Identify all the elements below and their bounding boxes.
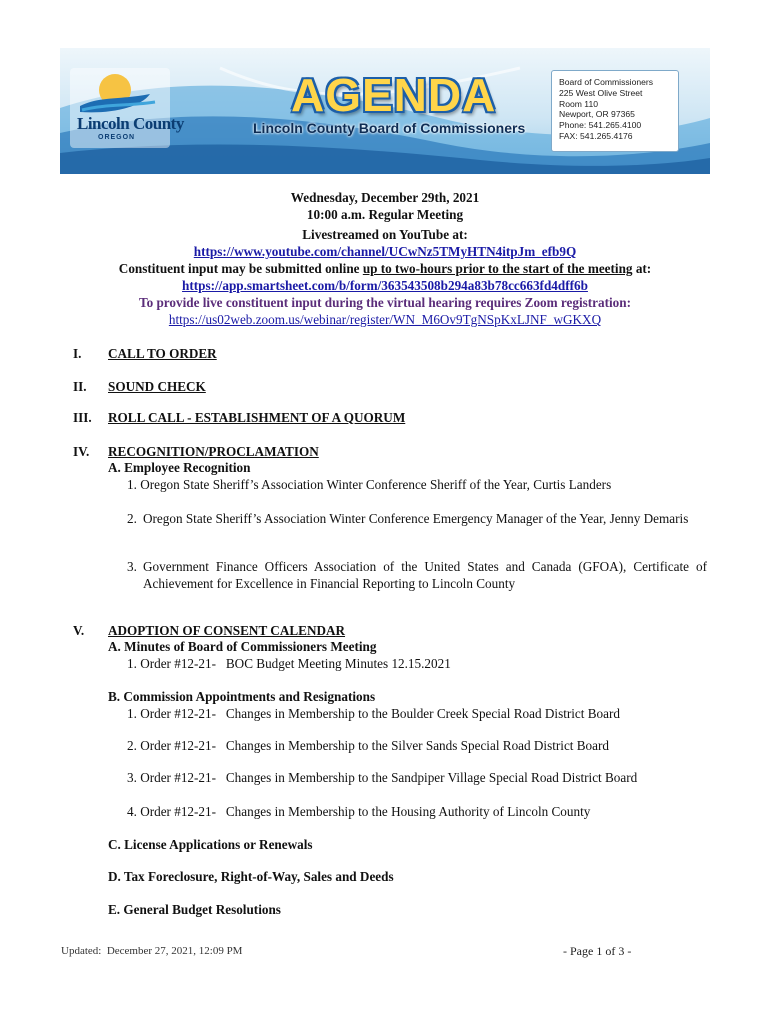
item-text: Order #12-21- Changes in Membership to the Housing Authority of Lincoln County xyxy=(140,804,591,819)
address-line: Phone: 541.265.4100 xyxy=(559,120,642,131)
agenda-title: AGENDA xyxy=(291,69,497,121)
address-box xyxy=(551,70,679,152)
section-consent-calendar: ADOPTION OF CONSENT CALENDAR xyxy=(108,623,346,638)
list-item xyxy=(127,804,590,820)
item-number: 2. xyxy=(127,738,137,753)
page-number: - Page 1 of 3 - xyxy=(563,944,632,958)
address-line: Newport, OR 97365 xyxy=(559,109,635,120)
item-text: Government Finance Officers Association of the United States and Canada (GFOA), Certificate of Achievement for Excellence in Financial Reporting to Lincoln County xyxy=(143,559,707,591)
section-sound-check: SOUND CHECK xyxy=(108,379,206,394)
item-text: Oregon State Sheriff’s Association Winter Conference Sheriff of the Year, Curtis Landers xyxy=(140,477,612,492)
subsection-licenses: C. License Applications or Renewals xyxy=(108,837,313,852)
subsection-minutes: A. Minutes of Board of Commissioners Meeting xyxy=(108,639,377,654)
item-text: Oregon State Sheriff’s Association Winter Conference Emergency Manager of the Year, Jenny Demaris xyxy=(143,511,689,526)
input-deadline: up to two-hours prior to the start of the meeting xyxy=(362,261,633,276)
section-roll-call: ROLL CALL - ESTABLISHMENT OF A QUORUM xyxy=(108,410,406,425)
section-call-to-order: CALL TO ORDER xyxy=(108,346,217,361)
zoom-notice: To provide live constituent input during the virtual hearing requires Zoom registration: xyxy=(139,295,631,310)
constituent-input-notice xyxy=(0,261,770,277)
list-item xyxy=(127,706,620,722)
board-name: Lincoln County Board of Commissioners xyxy=(253,120,526,136)
meeting-date: Wednesday, December 29th, 2021 xyxy=(290,190,480,205)
item-number: 1. xyxy=(127,477,137,492)
item-text: Order #12-21- Changes in Membership to the Sandpiper Village Special Road District Board xyxy=(140,770,638,785)
list-item xyxy=(127,558,707,592)
list-item xyxy=(127,510,707,527)
address-line: Room 110 xyxy=(559,98,599,109)
address-line: Board of Commissioners xyxy=(559,77,654,87)
item-number: 4. xyxy=(127,804,137,819)
smartsheet-link[interactable]: https://app.smartsheet.com/b/form/363543508b294a83b78cc663fd4dff6b xyxy=(182,278,588,293)
county-logo-state: OREGON xyxy=(98,134,136,141)
item-number: 1. xyxy=(127,656,137,671)
list-item xyxy=(127,770,637,786)
list-item xyxy=(127,656,451,672)
section-number: I. xyxy=(73,346,82,361)
meeting-time: 10:00 a.m. Regular Meeting xyxy=(306,207,464,222)
section-number: II. xyxy=(73,379,87,394)
input-prefix: Constituent input may be submitted online xyxy=(118,261,363,276)
address-line: 225 West Olive Street xyxy=(559,87,643,98)
address-line: FAX: 541.265.4176 xyxy=(559,130,633,141)
item-text: Order #12-21- Changes in Membership to the Silver Sands Special Road District Board xyxy=(140,738,609,753)
section-number: V. xyxy=(73,623,85,638)
subsection-budget-resolutions: E. General Budget Resolutions xyxy=(108,902,281,917)
list-item xyxy=(127,738,609,754)
item-text: Order #12-21- BOC Budget Meeting Minutes 12.15.2021 xyxy=(140,656,451,671)
section-number: III. xyxy=(73,410,92,425)
item-text: Order #12-21- Changes in Membership to the Boulder Creek Special Road District Board xyxy=(140,706,620,721)
item-number: 1. xyxy=(127,706,137,721)
updated-timestamp: Updated: December 27, 2021, 12:09 PM xyxy=(61,945,243,957)
item-number: 2. xyxy=(127,511,137,526)
item-number: 3. xyxy=(127,559,137,574)
list-item xyxy=(127,477,611,493)
subsection-tax-foreclosure: D. Tax Foreclosure, Right-of-Way, Sales and Deeds xyxy=(108,869,394,884)
input-suffix: at: xyxy=(632,261,652,276)
subsection-employee-recognition: A. Employee Recognition xyxy=(108,460,251,475)
item-number: 3. xyxy=(127,770,137,785)
agenda-banner xyxy=(60,48,710,174)
subsection-appointments: B. Commission Appointments and Resignations xyxy=(108,689,376,704)
livestream-label: Livestreamed on YouTube at: xyxy=(302,227,468,242)
county-logo-text: Lincoln County xyxy=(77,114,184,133)
section-recognition: RECOGNITION/PROCLAMATION xyxy=(108,444,319,459)
section-number: IV. xyxy=(73,444,90,459)
zoom-link[interactable]: https://us02web.zoom.us/webinar/register/WN_M6Ov9TgNSpKxLJNF_wGKXQ xyxy=(168,312,602,327)
youtube-link[interactable]: https://www.youtube.com/channel/UCwNz5TMyHTN4itpJm_efb9Q xyxy=(193,244,577,259)
